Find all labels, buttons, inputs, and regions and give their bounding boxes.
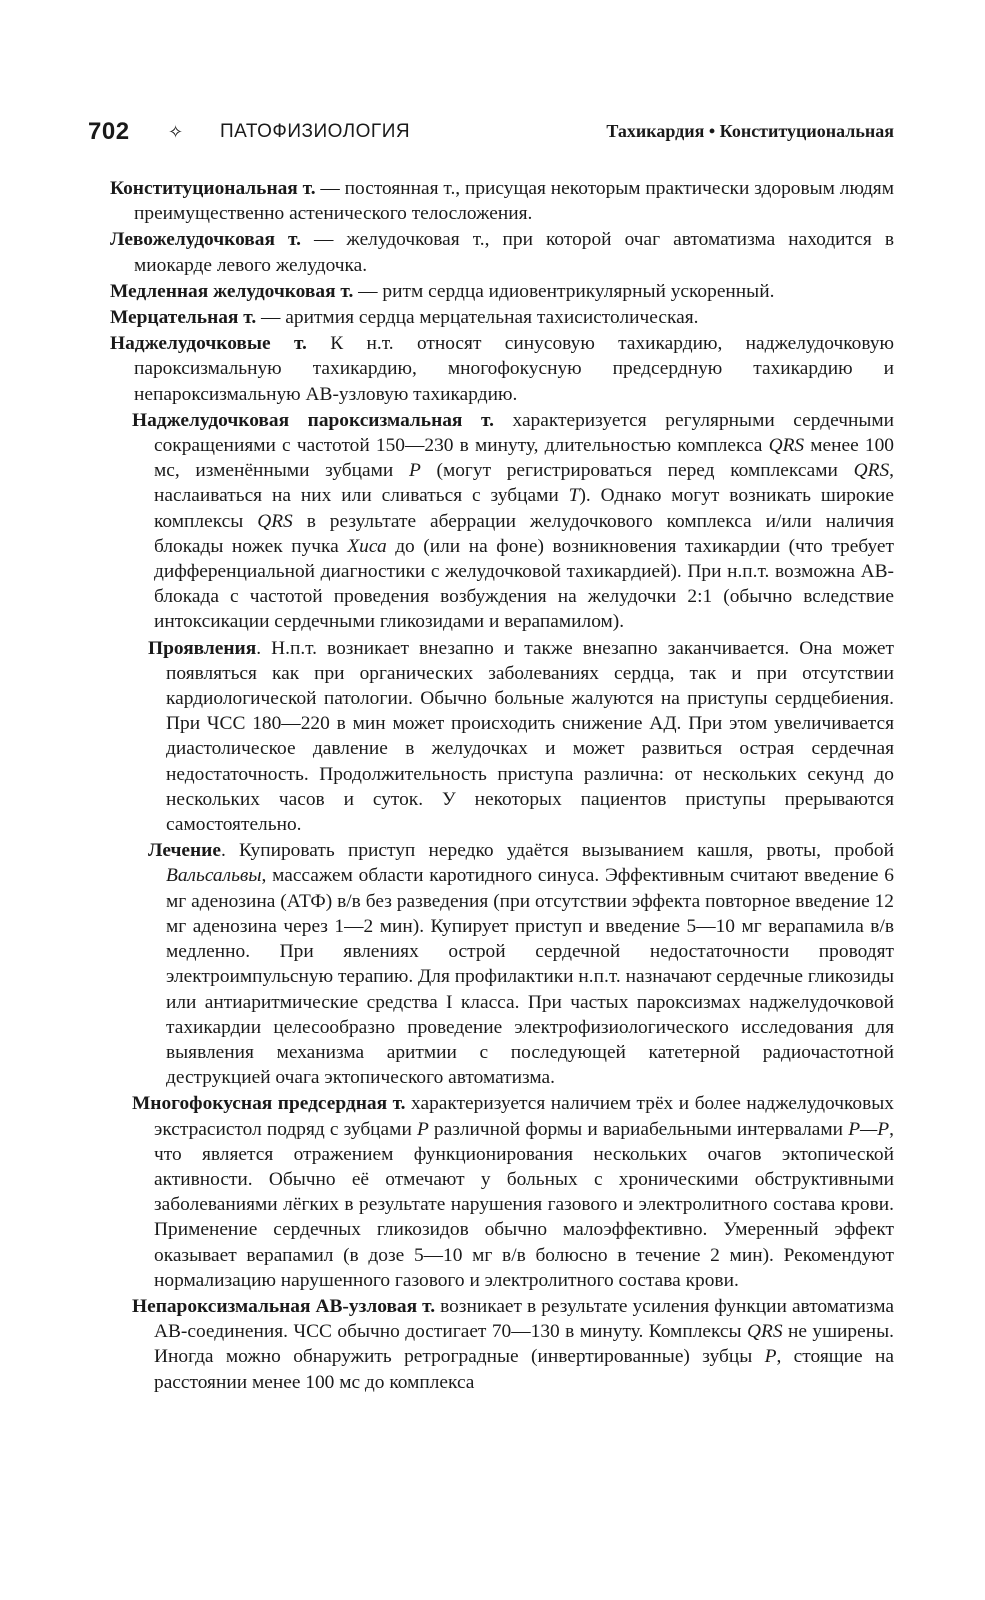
entry-text: , стоящие на расстоянии менее 100 мс до комплекса xyxy=(154,1346,894,1393)
entry-supraventricular xyxy=(110,331,894,407)
p-wave-term: P xyxy=(764,1346,777,1368)
book-title: ПАТОФИЗИОЛОГИЯ xyxy=(220,121,411,142)
qrs-term: QRS xyxy=(747,1321,783,1343)
entry-term: Конституциональная т. xyxy=(110,178,316,199)
qrs-term: QRS xyxy=(853,460,890,482)
entry-text: , наслаиваться на них или сливаться с зубцами xyxy=(154,460,894,507)
entry-term: Проявления xyxy=(148,637,257,659)
entry-text: до (или на фоне) возникновения тахикардии (что требует дифференциальной диагностики с желудочковой тахикардией). При н.п.т. возможна АВ-блокада с частотой проведения возбуждения на желудочки 2:1 (обычно вследствие интоксикации сердечными гликозидами и верапамилом). xyxy=(154,535,894,633)
entry-term: Левожелудочковая т. xyxy=(110,229,301,251)
entry-term: Медленная желудочковая т. xyxy=(110,280,354,302)
entry-multifocal-atrial xyxy=(132,1091,894,1293)
entry-text: , массажем области каротидного синуса. Эффективным считают введение 6 мг аденозина (АТФ) в/в без разведения (при отсутствии эффекта повторное введение 12 мг аденозина через 1—2 мин). Купирует приступ и введение 5—10 мг верапамила в/в медленно. При явлениях острой сердечной недостаточности проводят электроимпульсную терапию. Для профилактики н.п.т. назначают сердечные гликозиды или антиаритмические средства I класса. При частых пароксизмах наджелудочковой тахикардии целесообразно проведение электрофизиологического исследования для выявления механизма аритмии с последующей катетерной радиочастотной деструкцией очага эктопического автоматизма. xyxy=(166,865,894,1089)
entry-text: (могут регистрироваться перед комплексами xyxy=(420,460,854,482)
p-wave-term: P xyxy=(416,1118,429,1140)
entry-text: — желудочковая т., при которой очаг автоматизма находится в миокарде левого желудочка. xyxy=(134,229,895,276)
entry-text: ). Однако могут возникать широкие комплексы xyxy=(154,485,895,532)
entry-constitutional xyxy=(110,176,894,226)
entry-text: , что является отражением функционирования нескольких очагов эктопической активности. Обычно её отмечают у больных с хроническими обструктивными заболеваниями лёгких в результате нарушения газового и электролитного состава крови. Применение сердечных гликозидов обычно малоэффективно. Умеренный эффект оказывает верапамил (в дозе 5—10 мг в/в болюсно в течение 2 мин). Рекомендуют нормализацию нарушенного газового и электролитного состава крови. xyxy=(154,1118,894,1291)
entry-text: не уширены. Иногда можно обнаружить ретроградные (инвертированные) зубцы xyxy=(154,1321,894,1368)
entry-term: Наджелудочковая пароксизмальная т. xyxy=(132,409,494,431)
qrs-term: QRS xyxy=(257,510,293,532)
pp-interval-term: P—P xyxy=(848,1118,890,1140)
entry-text: характеризуется наличием трёх и более наджелудочковых экстрасистол подряд с зубцами xyxy=(154,1093,894,1140)
entry-text: . Н.п.т. возникает внезапно и также внезапно заканчивается. Она может появляться как при органических заболеваниях сердца, так и при отсутствии кардиологической патологии. Обычно больные жалуются на приступы сердцебиения. При ЧСС 180—220 в мин может происходить снижение АД. При этом увеличивается диастолическое давление в желудочках и может развиться острая сердечная недостаточность. Продолжительность приступа различна: от нескольких секунд до нескольких часов и суток. У некоторых пациентов приступы прерываются самостоятельно. xyxy=(166,637,894,836)
entry-text: — ритм сердца идиовентрикулярный ускоренный. xyxy=(353,280,775,302)
entry-term: Наджелудочковые т. xyxy=(110,333,307,355)
entry-treatment xyxy=(148,838,894,1090)
valsalva-term: Вальсальвы xyxy=(166,865,262,887)
page-number: 702 xyxy=(88,118,130,145)
diamond-ornament-icon: ✧ xyxy=(168,122,184,142)
running-head: Тахикардия • Конституциональная xyxy=(606,121,894,141)
entry-atrial-fibrillation xyxy=(110,305,894,330)
entry-nonparoxysmal-av-nodal xyxy=(132,1294,894,1395)
entry-text: . Купировать приступ нередко удаётся вызыванием кашля, рвоты, пробой xyxy=(220,840,894,862)
entry-text: возникает в результате усиления функции автоматизма АВ-соединения. ЧСС обычно достигает 70—130 в минуту. Комплексы xyxy=(154,1295,894,1343)
entry-supraventricular-paroxysmal xyxy=(132,408,894,635)
t-wave-term: T xyxy=(568,485,580,507)
entry-slow-ventricular xyxy=(110,279,894,304)
entry-term: Мерцательная т. xyxy=(110,307,257,329)
entry-text: характеризуется регулярными сердечными сокращениями с частотой 150—230 в минуту, длительностью комплекса xyxy=(154,409,894,457)
entry-text: — аритмия сердца мерцательная тахисистолическая. xyxy=(256,307,699,329)
entry-text: различной формы и вариабельными интервалами xyxy=(428,1118,849,1140)
entry-term: Лечение xyxy=(148,840,221,862)
p-wave-term: P xyxy=(408,460,421,482)
entry-term: Многофокусная предсердная т. xyxy=(132,1093,406,1115)
dictionary-body xyxy=(110,176,894,1396)
qrs-term: QRS xyxy=(768,435,805,457)
entry-text: К н.т. относят синусовую тахикардию, наджелудочковую пароксизмальную тахикардию, многофокусную предсердную тахикардию и непароксизмальную АВ-узловую тахикардию. xyxy=(134,333,895,405)
entry-left-ventricular xyxy=(110,227,894,277)
entry-term: Непароксизмальная АВ-узловая т. xyxy=(132,1295,436,1317)
his-bundle-term: Хиса xyxy=(347,535,387,557)
entry-text: менее 100 мс, изменёнными зубцами xyxy=(154,435,894,482)
entry-text: — постоянная т., присущая некоторым практически здоровым людям преимущественно астенического телосложения. xyxy=(134,178,894,225)
page-header xyxy=(88,118,894,148)
entry-manifestations xyxy=(148,636,894,838)
entry-text: в результате аберрации желудочкового комплекса и/или наличия блокады ножек пучка xyxy=(154,510,894,557)
